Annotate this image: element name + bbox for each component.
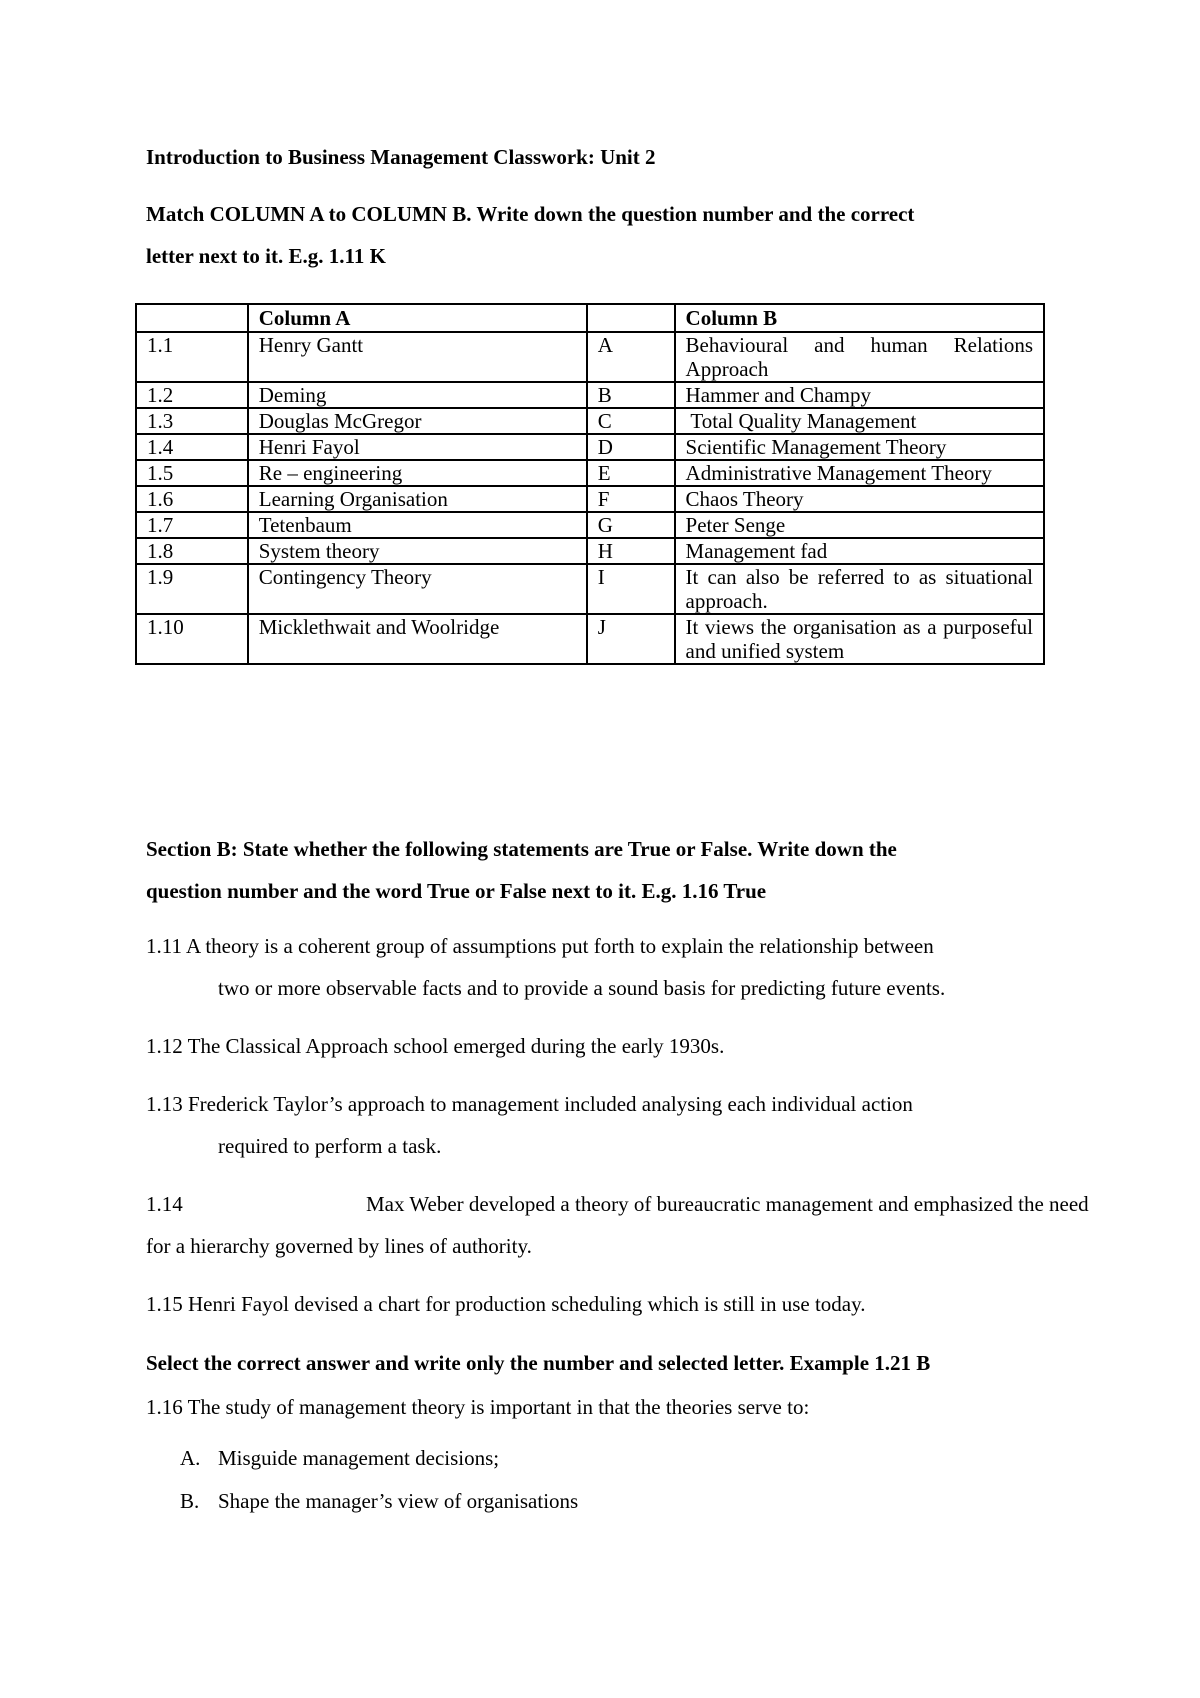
question-1-14-line1: Max Weber developed a theory of bureaucratic management and emphasized the need bbox=[366, 1192, 1089, 1216]
table-row bbox=[136, 486, 1044, 512]
row-column-a: Contingency Theory bbox=[248, 564, 587, 614]
row-column-b: Scientific Management Theory bbox=[675, 434, 1044, 460]
row-letter: F bbox=[587, 486, 675, 512]
question-1-14 bbox=[146, 1183, 1196, 1267]
question-1-13-line2: required to perform a task. bbox=[218, 1134, 442, 1158]
question-1-12: 1.12 The Classical Approach school emerged during the early 1930s. bbox=[146, 1034, 725, 1058]
table-row bbox=[136, 332, 1044, 382]
matching-table bbox=[135, 303, 1045, 665]
header-letter bbox=[587, 304, 675, 332]
table-row bbox=[136, 614, 1044, 664]
row-letter: A bbox=[587, 332, 675, 382]
section-b-instruction-line1: Section B: State whether the following statements are True or False. Write down the bbox=[146, 837, 897, 861]
row-letter: D bbox=[587, 434, 675, 460]
table-row bbox=[136, 564, 1044, 614]
row-column-a: Learning Organisation bbox=[248, 486, 587, 512]
table-header-row bbox=[136, 304, 1044, 332]
row-num: 1.10 bbox=[136, 614, 248, 664]
row-num: 1.1 bbox=[136, 332, 248, 382]
row-column-b: Administrative Management Theory bbox=[675, 460, 1044, 486]
table-row bbox=[136, 382, 1044, 408]
table-row bbox=[136, 538, 1044, 564]
document-title: Introduction to Business Management Classwork: Unit 2 bbox=[146, 145, 656, 169]
row-column-b: Hammer and Champy bbox=[675, 382, 1044, 408]
row-column-b: It views the organisation as a purposeful and unified system bbox=[675, 614, 1044, 664]
question-1-13-line1: 1.13 Frederick Taylor’s approach to management included analysing each individual action bbox=[146, 1092, 913, 1116]
row-column-a: Deming bbox=[248, 382, 587, 408]
question-1-14-number: 1.14 bbox=[146, 1192, 183, 1216]
row-num: 1.5 bbox=[136, 460, 248, 486]
row-num: 1.7 bbox=[136, 512, 248, 538]
section-a-instruction bbox=[146, 193, 1056, 277]
row-letter: I bbox=[587, 564, 675, 614]
row-num: 1.3 bbox=[136, 408, 248, 434]
row-num: 1.8 bbox=[136, 538, 248, 564]
row-column-b: Behavioural and human Relations Approach bbox=[675, 332, 1044, 382]
row-column-b: Total Quality Management bbox=[675, 408, 1044, 434]
question-1-14-line2: for a hierarchy governed by lines of authority. bbox=[146, 1234, 532, 1258]
section-a-instruction-line1: Match COLUMN A to COLUMN B. Write down the question number and the correct bbox=[146, 202, 915, 226]
row-letter: E bbox=[587, 460, 675, 486]
row-column-b: Chaos Theory bbox=[675, 486, 1044, 512]
row-column-a: System theory bbox=[248, 538, 587, 564]
question-1-13 bbox=[146, 1083, 1066, 1167]
row-letter: J bbox=[587, 614, 675, 664]
row-column-a: Micklethwait and Woolridge bbox=[248, 614, 587, 664]
row-column-a: Tetenbaum bbox=[248, 512, 587, 538]
row-num: 1.9 bbox=[136, 564, 248, 614]
row-column-a: Henry Gantt bbox=[248, 332, 587, 382]
header-column-a: Column A bbox=[248, 304, 587, 332]
option-b bbox=[180, 1489, 578, 1514]
row-column-a: Re – engineering bbox=[248, 460, 587, 486]
header-column-b: Column B bbox=[675, 304, 1044, 332]
row-num: 1.4 bbox=[136, 434, 248, 460]
option-b-letter: B. bbox=[180, 1489, 200, 1513]
row-num: 1.6 bbox=[136, 486, 248, 512]
section-b-instruction bbox=[146, 828, 1056, 912]
row-letter: B bbox=[587, 382, 675, 408]
option-a-text: Misguide management decisions; bbox=[218, 1446, 500, 1470]
header-num bbox=[136, 304, 248, 332]
option-b-text: Shape the manager’s view of organisations bbox=[218, 1489, 579, 1513]
option-a-letter: A. bbox=[180, 1446, 201, 1470]
row-column-b: Peter Senge bbox=[675, 512, 1044, 538]
table-row bbox=[136, 408, 1044, 434]
table-row bbox=[136, 460, 1044, 486]
row-column-a: Douglas McGregor bbox=[248, 408, 587, 434]
row-column-a: Henri Fayol bbox=[248, 434, 587, 460]
row-letter: H bbox=[587, 538, 675, 564]
option-a bbox=[180, 1446, 499, 1471]
question-1-15: 1.15 Henri Fayol devised a chart for production scheduling which is still in use today. bbox=[146, 1292, 866, 1316]
question-1-11-line2: two or more observable facts and to provide a sound basis for predicting future events. bbox=[218, 976, 946, 1000]
row-column-b: It can also be referred to as situational approach. bbox=[675, 564, 1044, 614]
question-1-11 bbox=[146, 925, 1066, 1009]
section-b-instruction-line2: question number and the word True or False next to it. E.g. 1.16 True bbox=[146, 879, 767, 903]
row-column-b: Management fad bbox=[675, 538, 1044, 564]
row-letter: G bbox=[587, 512, 675, 538]
question-1-16: 1.16 The study of management theory is important in that the theories serve to: bbox=[146, 1395, 810, 1419]
row-letter: C bbox=[587, 408, 675, 434]
section-c-instruction: Select the correct answer and write only the number and selected letter. Example 1.21 B bbox=[146, 1351, 931, 1375]
section-a-instruction-line2: letter next to it. E.g. 1.11 K bbox=[146, 244, 386, 268]
table-row bbox=[136, 434, 1044, 460]
row-num: 1.2 bbox=[136, 382, 248, 408]
question-1-11-line1: 1.11 A theory is a coherent group of assumptions put forth to explain the relationship between bbox=[146, 934, 934, 958]
table-row bbox=[136, 512, 1044, 538]
